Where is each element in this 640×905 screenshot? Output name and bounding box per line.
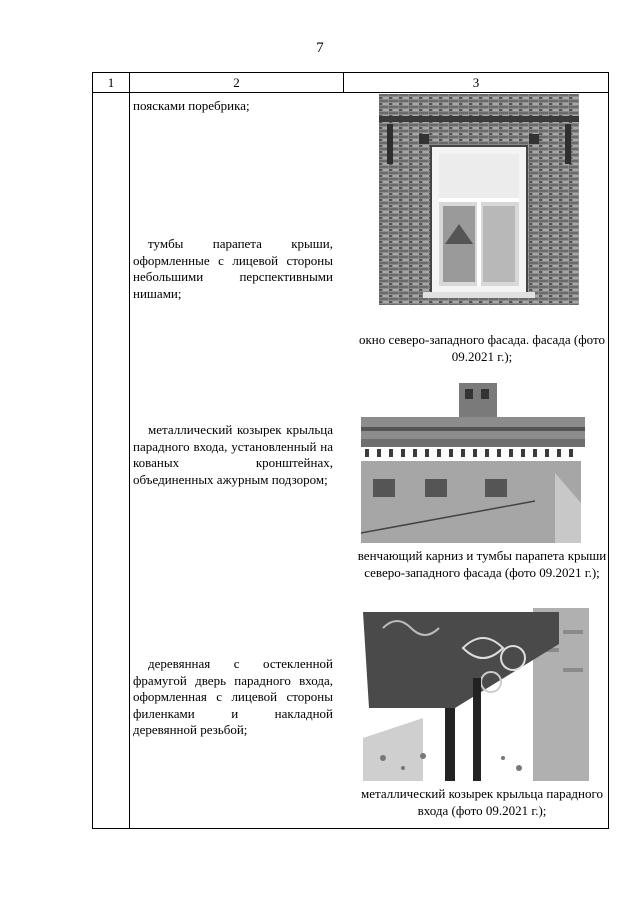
photo-caption-3: металлический козырек крыльца парадного входа (фото 09.2021 г.); (361, 786, 603, 818)
column-divider-2 (343, 73, 344, 92)
photo-caption-1: окно северо-западного фасада. фасада (фото 09.2021 г.); (358, 332, 606, 364)
table-header-row (93, 73, 608, 93)
cornice-photo (355, 383, 595, 543)
feature-text-2: тумбы парапета крыши, оформленные с лицевой стороны небольшими перспективными нишами; (133, 236, 333, 301)
canopy-photo (363, 608, 589, 781)
feature-text-4: деревянная с остекленной фрамугой дверь парадного входа, оформленная с лицевой стороны филенками и накладной деревянной резьбой; (133, 656, 333, 737)
feature-text-3: металлический козырек крыльца парадного входа, установленный на кованых кронштейнах, объединенных ажурным подзором; (133, 422, 333, 487)
header-col-1: 1 (107, 75, 115, 90)
window-photo (379, 94, 579, 305)
photo-caption-2: венчающий карниз и тумбы парапета крыши северо-западного фасада (фото 09.2021 г.); (357, 548, 607, 580)
column-divider-1 (129, 73, 130, 828)
heritage-table (92, 72, 609, 829)
header-col-3: 3 (472, 75, 480, 90)
page-number: 7 (316, 40, 324, 56)
header-col-2: 2 (233, 75, 240, 90)
feature-text-1: поясками поребрика; (133, 98, 250, 113)
